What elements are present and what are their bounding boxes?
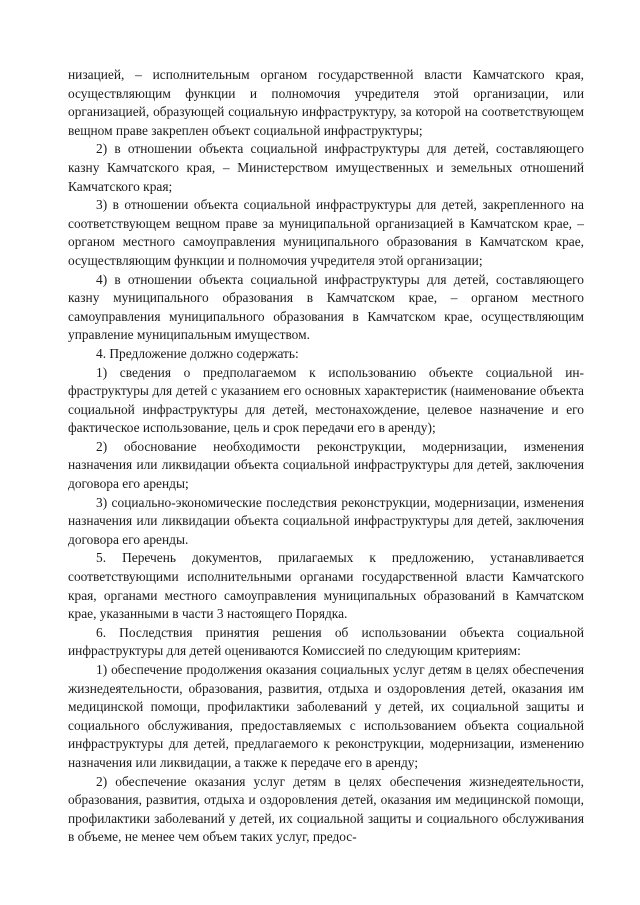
paragraph-item-2: 2) в отношении объекта социальной инфраструктуры для детей, составляющего казну Камчатского края, – Министерством имущественных и земельных отношений Камчатского края; (68, 141, 584, 194)
section-6-paragraph: 6. Последствия принятия решения об использовании объекта социальной инфраструктуры для детей оцениваются Комиссией по следующим критериям: (68, 624, 584, 659)
section-4-item-2: 2) обоснование необходимости реконструкции, модернизации, изменения назначения или ликвидации объекта социальной инфраструктуры для детей, заключения договора его аренды; (68, 438, 584, 492)
section-6-item-2: 2) обеспечение оказания услуг детям в целях обеспечения жизнедеятельности, образования, развития, отдыха и оздоровления детей, оказания им медицинской помощи, профилактики заболеваний у детей, их социальной защиты и социального обслуживания в объеме, не менее чем объем таких услуг, предос- (68, 773, 584, 845)
section-4-item-3: 3) социально-экономические последствия реконструкции, модернизации, изменения назначения или ликвидации объекта социальной инфраструктуры для детей, заключения договора его аренды. (68, 494, 584, 547)
paragraph-continuation: низацией, – исполнительным органом государственной власти Камчатского края, осуществляющим функции и полномочия учредителя этой организации, или организацией, образующей социальную инфраструктуру, за которой на соответствующем вещном праве закреплен объект социальной инфраструктуры; (68, 67, 584, 138)
section-4-heading: 4. Предложение должно содержать: (96, 345, 299, 361)
paragraph-item-3: 3) в отношении объекта социальной инфраструктуры для детей, закрепленного на соответствующем вещном праве за муниципальной организацией в Камчатском крае, – органом местного самоуправления муниципального образования в Камчатском крае, осуществляющим функции и полномочия учредителя этой организации; (68, 197, 584, 268)
document-page (68, 66, 584, 847)
paragraph-item-4: 4) в отношении объекта социальной инфраструктуры для детей, составляющего казну муниципального образования в Камчатском крае, – органом местного самоуправления муниципального образования в Камчатском крае, осуществляющим управление муниципальным имуществом. (68, 271, 584, 343)
section-5-paragraph: 5. Перечень документов, прилагаемых к предложению, устанавливается соответствующими исполнительными органами государственной власти Камчатского края, органами местного самоуправления муниципальных образований в Камчатском крае, указанными в части 3 настоящего Порядка. (68, 550, 584, 622)
section-4-item-1: 1) сведения о предполагаемом к использованию объекте социальной инфраструктуры для детей с указанием его основных характеристик (наименование объекта социальной инфраструктуры для детей, местонахождение, целевое назначение и его фактическое использование, цель и срок передачи его в аренду); (68, 364, 584, 436)
section-6-item-1: 1) обеспечение продолжения оказания социальных услуг детям в целях обеспечения жизнедеятельности, образования, развития, отдыха и оздоровления детей, оказания им медицинской помощи, профилактики заболеваний у детей, их социальной защиты и социального обслуживания, предоставляемых с использованием объекта социальной инфраструктуры для детей, предлагаемого к реконструкции, модернизации, изменению назначения или ликвидации, а также к передаче его в аренду; (68, 662, 584, 770)
